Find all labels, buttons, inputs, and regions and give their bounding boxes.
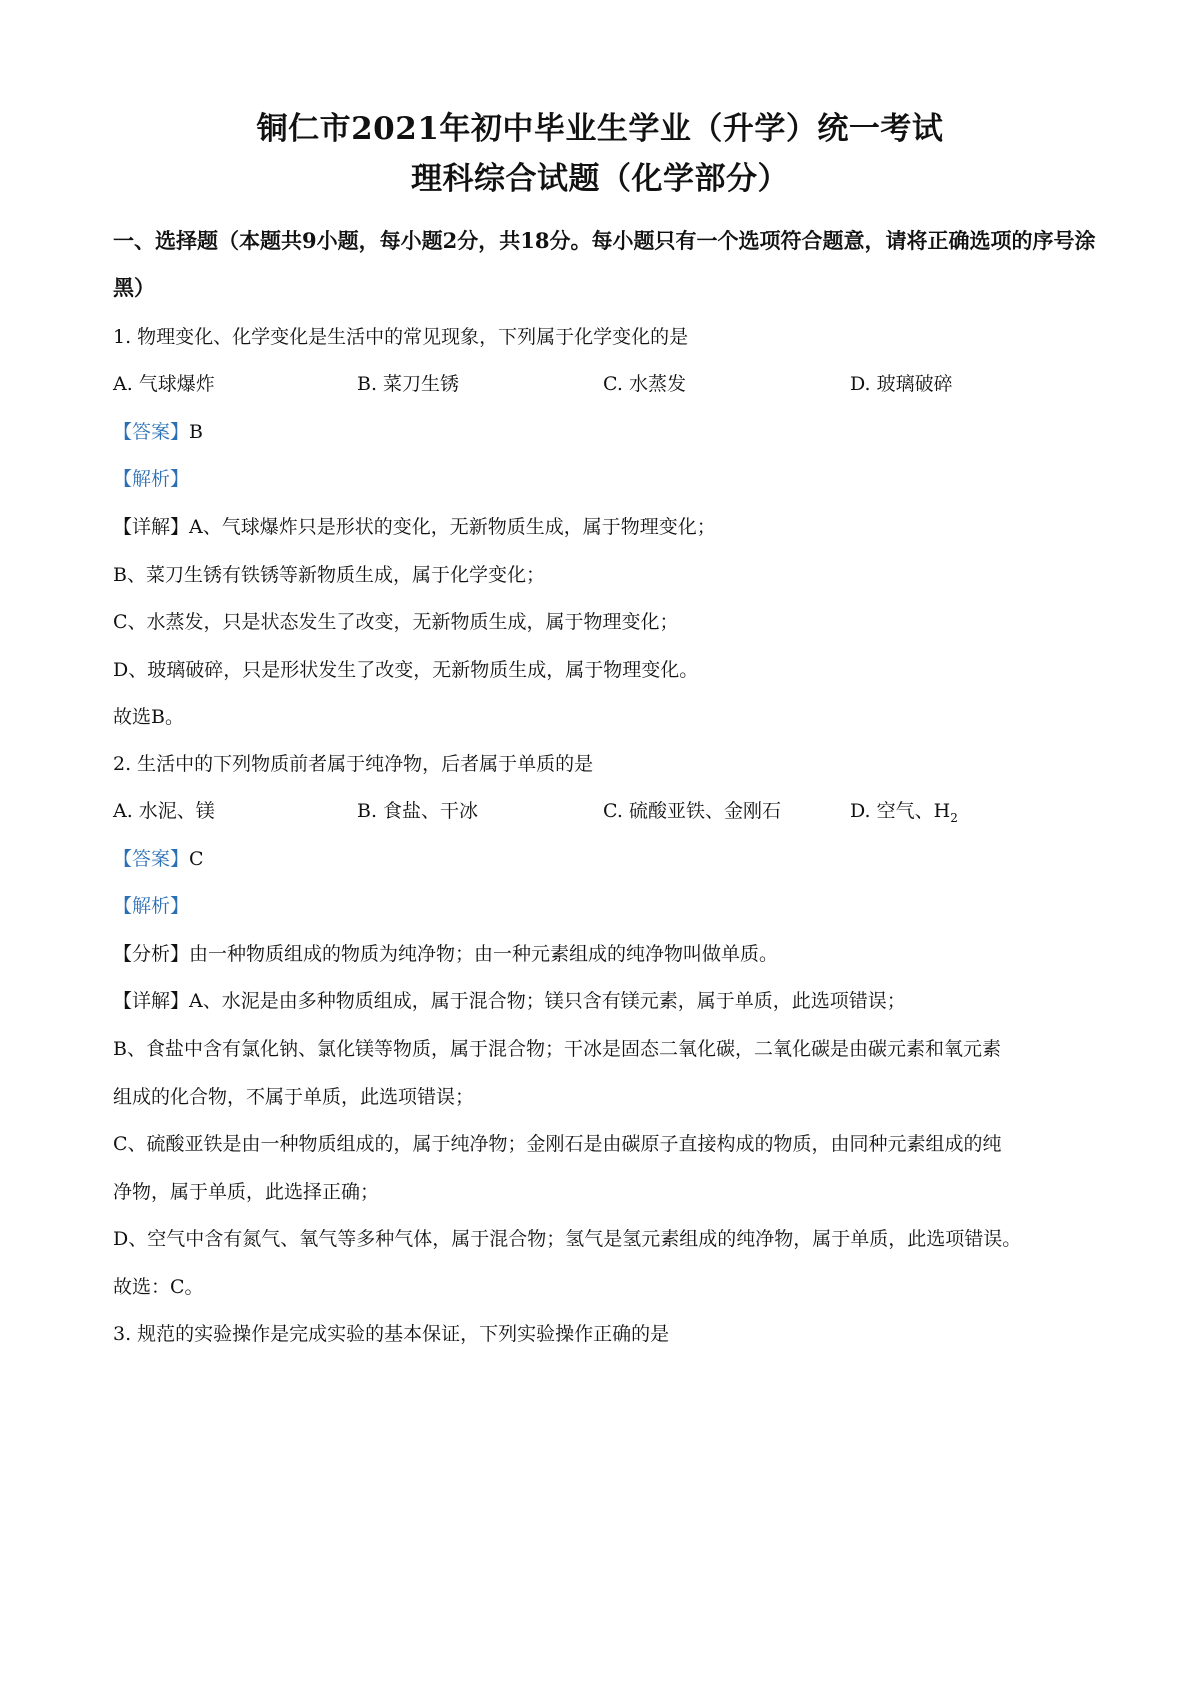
q2-detail-d: D、空气中含有氮气、氧气等多种气体，属于混合物；氢气是氢元素组成的纯净物，属于单质，此选项错误。	[113, 1228, 1022, 1250]
q2-detail-c-line2: 净物，属于单质，此选择正确；	[113, 1181, 380, 1203]
question-1-stem: 1. 物理变化、化学变化是生活中的常见现象，下列属于化学变化的是	[113, 326, 689, 348]
question-2-stem: 2. 生活中的下列物质前者属于纯净物，后者属于单质的是	[113, 753, 594, 775]
answer-tag: 【答案】	[113, 421, 190, 443]
q2-option-b: B. 食盐、干冰	[357, 800, 479, 822]
q2-detail-b-line2: 组成的化合物，不属于单质，此选项错误；	[113, 1086, 475, 1108]
page-title: 铜仁市2021年初中毕业生学业（升学）统一考试	[256, 111, 944, 147]
q2-option-d	[850, 799, 958, 830]
q1-detail-a	[113, 515, 716, 539]
section-heading: 一、选择题（本题共9小题，每小题2分，共18分。每小题只有一个选项符合题意，请将正确选项的序号涂黑）	[113, 228, 1096, 300]
q2-answer-value: C	[189, 848, 204, 870]
q2-detail-a-text: A、水泥是由多种物质组成，属于混合物；镁只含有镁元素，属于单质，此选项错误；	[189, 990, 906, 1012]
q2-breakdown	[113, 942, 778, 966]
breakdown-tag: 【分析】	[113, 943, 190, 965]
q2-option-a: A. 水泥、镁	[113, 800, 215, 822]
q1-answer	[113, 420, 203, 444]
q2-option-d-text: D. 空气、H	[850, 800, 951, 822]
q2-option-d-subscript: 2	[950, 810, 958, 825]
q2-analysis-heading	[113, 894, 189, 918]
q1-option-b: B. 菜刀生锈	[357, 373, 460, 395]
q1-option-c: C. 水蒸发	[603, 373, 686, 395]
q1-detail-c: C、水蒸发，只是状态发生了改变，无新物质生成，属于物理变化；	[113, 611, 679, 633]
q2-detail-b-line1: B、食盐中含有氯化钠、氯化镁等物质，属于混合物；干冰是固态二氧化碳，二氧化碳是由碳元素和氧元素	[113, 1038, 1001, 1060]
q2-detail-c-line1: C、硫酸亚铁是由一种物质组成的，属于纯净物；金刚石是由碳原子直接构成的物质，由同种元素组成的纯	[113, 1133, 1002, 1155]
q2-breakdown-text: 由一种物质组成的物质为纯净物；由一种元素组成的纯净物叫做单质。	[189, 943, 779, 965]
detail-tag: 【详解】	[113, 516, 190, 538]
detail-tag: 【详解】	[113, 990, 190, 1012]
q1-option-d: D. 玻璃破碎	[850, 373, 953, 395]
analysis-tag: 【解析】	[113, 895, 190, 917]
answer-tag: 【答案】	[113, 848, 190, 870]
q1-detail-d: D、玻璃破碎，只是形状发生了改变，无新物质生成，属于物理变化。	[113, 659, 699, 681]
q1-option-a: A. 气球爆炸	[113, 373, 215, 395]
q1-conclusion: 故选B。	[113, 706, 184, 728]
q1-analysis-heading	[113, 467, 189, 491]
analysis-tag: 【解析】	[113, 468, 190, 490]
q2-answer	[113, 847, 204, 871]
page-subtitle: 理科综合试题（化学部分）	[411, 161, 789, 197]
q2-conclusion: 故选：C。	[113, 1276, 204, 1298]
question-3-stem: 3. 规范的实验操作是完成实验的基本保证，下列实验操作正确的是	[113, 1323, 670, 1345]
q1-answer-value: B	[189, 421, 203, 443]
q1-detail-a-text: A、气球爆炸只是形状的变化，无新物质生成，属于物理变化；	[189, 516, 716, 538]
q2-option-c: C. 硫酸亚铁、金刚石	[603, 800, 781, 822]
q2-detail-a	[113, 989, 906, 1013]
q1-detail-b: B、菜刀生锈有铁锈等新物质生成，属于化学变化；	[113, 564, 545, 586]
